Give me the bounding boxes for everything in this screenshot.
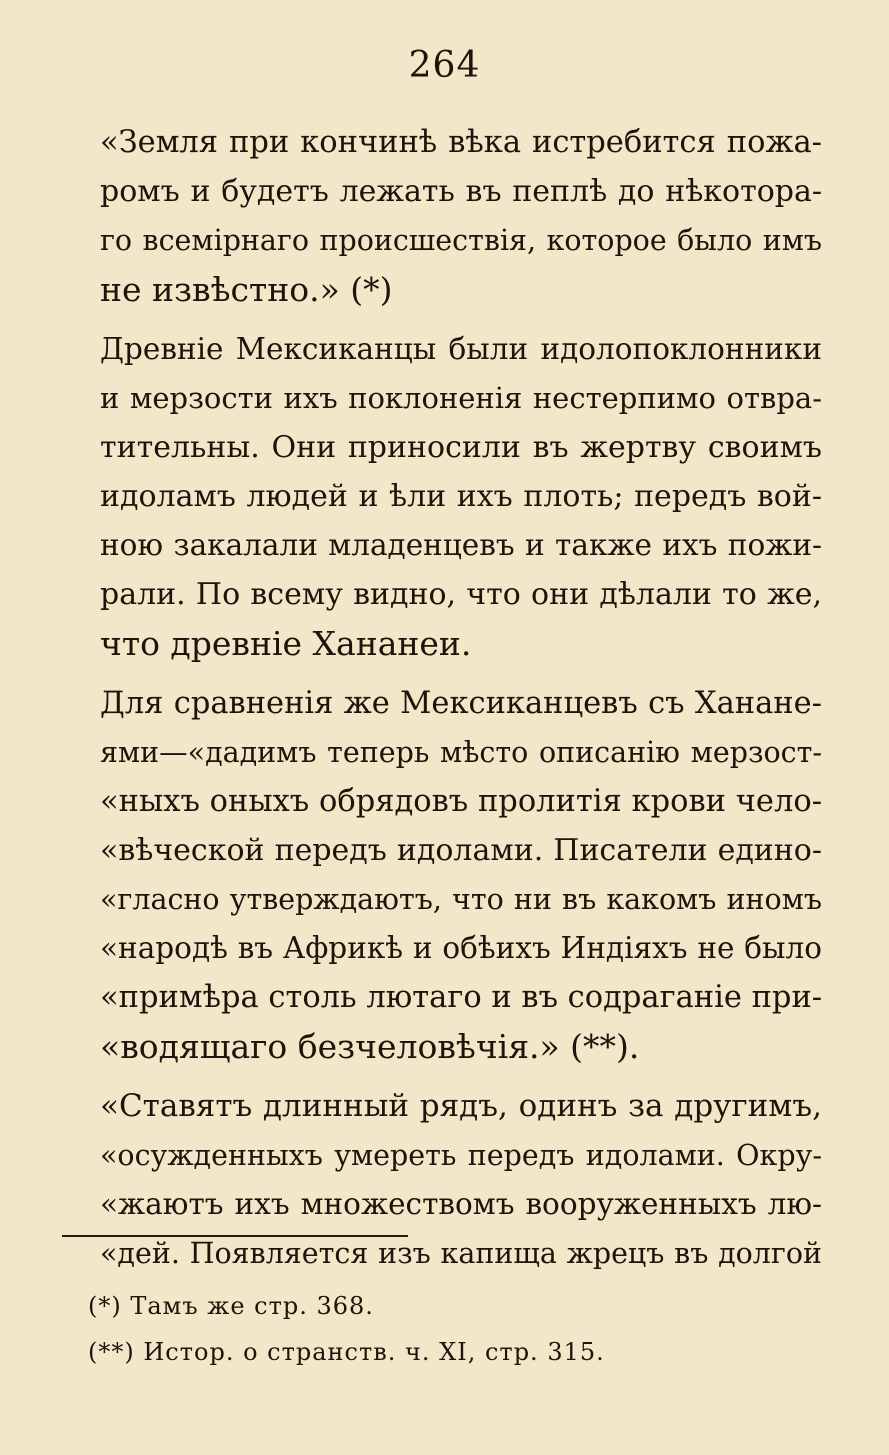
paragraph-gap bbox=[100, 1071, 822, 1082]
paragraph bbox=[100, 1082, 822, 1278]
text-line: «народѣ въ Африкѣ и обѣихъ Индiяхъ не было bbox=[100, 931, 822, 965]
paragraph bbox=[100, 679, 822, 1071]
text-line: Древнiе Мексиканцы были идолопоклонники bbox=[100, 332, 822, 366]
text-line: ною закалали младенцевъ и также ихъ пожи- bbox=[100, 528, 822, 562]
body-text bbox=[100, 118, 822, 1278]
text-line: «Земля при кончинѣ вѣка истребится пожа- bbox=[100, 125, 822, 160]
text-line: «Ставятъ длинный рядъ, одинъ за другимъ, bbox=[100, 1088, 822, 1124]
text-line: не извѣстно.» (*) bbox=[100, 270, 393, 309]
paragraph bbox=[100, 118, 822, 314]
text-line: «осужденныхъ умереть передъ идолами. Окру- bbox=[100, 1139, 822, 1172]
text-line: «гласно утверждаютъ, что ни въ какомъ иномъ bbox=[100, 883, 822, 916]
paragraph-gap bbox=[100, 314, 822, 325]
footnotes bbox=[88, 1283, 808, 1375]
text-line: идоламъ людей и ѣли ихъ плоть; передъ вой- bbox=[100, 479, 822, 514]
text-line: что древнiе Хананеи. bbox=[100, 624, 472, 663]
text-line: «водящаго безчеловѣчiя.» (**). bbox=[100, 1027, 640, 1066]
text-line: го всемiрнаго происшествiя, которое было имъ bbox=[100, 224, 822, 257]
paragraph bbox=[100, 325, 822, 668]
text-line: «примѣра столь лютаго и въ содраганiе при- bbox=[100, 980, 822, 1015]
text-line: ями—«дадимъ теперь мѣсто описанiю мерзост- bbox=[100, 736, 822, 769]
text-line: «дей. Появляется изъ капища жрецъ въ долгой bbox=[100, 1237, 822, 1270]
text-line: «ныхъ оныхъ обрядовъ пролитiя крови чело- bbox=[100, 784, 822, 819]
page-number: 264 bbox=[408, 45, 481, 86]
text-line: ромъ и будетъ лежать въ пеплѣ до нѣкотора- bbox=[100, 174, 822, 209]
text-line: тительны. Они приносили въ жертву своимъ bbox=[100, 430, 822, 465]
text-line: «вѣческой передъ идолами. Писатели едино- bbox=[100, 833, 822, 868]
text-line: Для сравненiя же Мексиканцевъ съ Ханане- bbox=[100, 686, 822, 721]
text-line: «жаютъ ихъ множествомъ вооруженныхъ лю- bbox=[100, 1187, 822, 1221]
footnote-divider bbox=[62, 1235, 408, 1237]
paragraph-gap bbox=[100, 668, 822, 679]
text-line: рали. По всему видно, что они дѣлали то же, bbox=[100, 577, 822, 612]
footnote: (*) Тамъ же стр. 368. bbox=[88, 1292, 374, 1320]
text-line: и мерзости ихъ поклоненiя нестерпимо отвра- bbox=[100, 381, 822, 415]
footnote: (**) Истор. о странств. ч. XI, стр. 315. bbox=[88, 1338, 605, 1366]
